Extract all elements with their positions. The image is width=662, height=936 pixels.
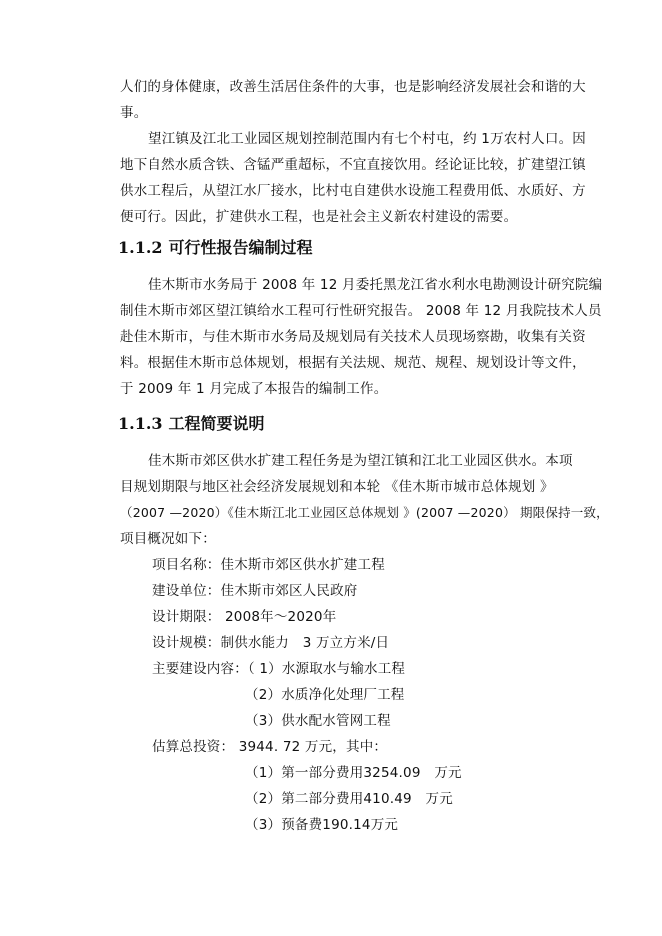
paragraph-line: 于 2009 年 1 月完成了本报告的编制工作。 xyxy=(120,381,388,397)
paragraph-line: 便可行。因此，扩建供水工程，也是社会主义新农村建设的需要。 xyxy=(120,209,518,225)
paragraph-line: 供水工程后，从望江水厂接水，比村屯自建供水设施工程费用低、水质好、方 xyxy=(120,183,586,199)
section-title: 工程简要说明 xyxy=(168,414,265,433)
paragraph-line: 人们的身体健康，改善生活居住条件的大事，也是影响经济发展社会和谐的大 xyxy=(120,79,586,95)
paragraph-line: 地下自然水质含铁、含锰严重超标，不宜直接饮用。经论证比较，扩建望江镇 xyxy=(120,157,586,173)
investment-label: 估算总投资： 3944. 72 万元，其中： xyxy=(152,739,388,755)
paragraph-line: 佳木斯市水务局于 2008 年 12 月委托黑龙江省水利水电勘测设计研究院编 xyxy=(148,277,603,293)
paragraph-line: 目规划期限与地区社会经济发展规划和本轮 《佳木斯市城市总体规划 》 xyxy=(120,479,554,495)
main-content-item: （2）水质净化处理厂工程 xyxy=(245,687,405,703)
section-heading-1-1-2 xyxy=(118,237,313,259)
investment-item: （2）第二部分费用410.49 万元 xyxy=(245,791,453,807)
paragraph-line: 望江镇及江北工业园区规划控制范围内有七个村屯，约 1万农村人口。因 xyxy=(148,131,586,147)
design-scale: 设计规模：制供水能力 3 万立方米/日 xyxy=(152,635,390,651)
project-name: 项目名称：佳木斯市郊区供水扩建工程 xyxy=(152,557,385,573)
paragraph-line: 事。 xyxy=(120,105,148,121)
paragraph-line: 制佳木斯市郊区望江镇给水工程可行性研究报告。 2008 年 12 月我院技术人员 xyxy=(120,303,602,319)
project-builder: 建设单位：佳木斯市郊区人民政府 xyxy=(152,583,358,599)
section-number: 1.1.2 xyxy=(118,238,163,257)
design-period: 设计期限： 2008年～2020年 xyxy=(152,609,337,625)
main-content-label: 主要建设内容：（ 1）水源取水与输水工程 xyxy=(152,661,406,677)
paragraph-line: 赴佳木斯市，与佳木斯市水务局及规划局有关技术人员现场察勘，收集有关资 xyxy=(120,329,586,345)
paragraph-line: （2007 —2020）《佳木斯江北工业园区总体规划 》(2007 —2020） 期限保持一致， xyxy=(120,505,609,520)
section-number: 1.1.3 xyxy=(118,414,163,433)
paragraph-line: 佳木斯市郊区供水扩建工程任务是为望江镇和江北工业园区供水。本项 xyxy=(148,453,573,469)
paragraph-line: 料。根据佳木斯市总体规划，根据有关法规、规范、规程、规划设计等文件， xyxy=(120,355,586,371)
section-title: 可行性报告编制过程 xyxy=(168,238,313,257)
paragraph-line: 项目概况如下： xyxy=(120,531,216,547)
investment-item: （1）第一部分费用3254.09 万元 xyxy=(245,765,462,781)
section-heading-1-1-3 xyxy=(118,413,265,435)
main-content-item: （3）供水配水管网工程 xyxy=(245,713,391,729)
investment-item: （3）预备费190.14万元 xyxy=(245,817,399,833)
